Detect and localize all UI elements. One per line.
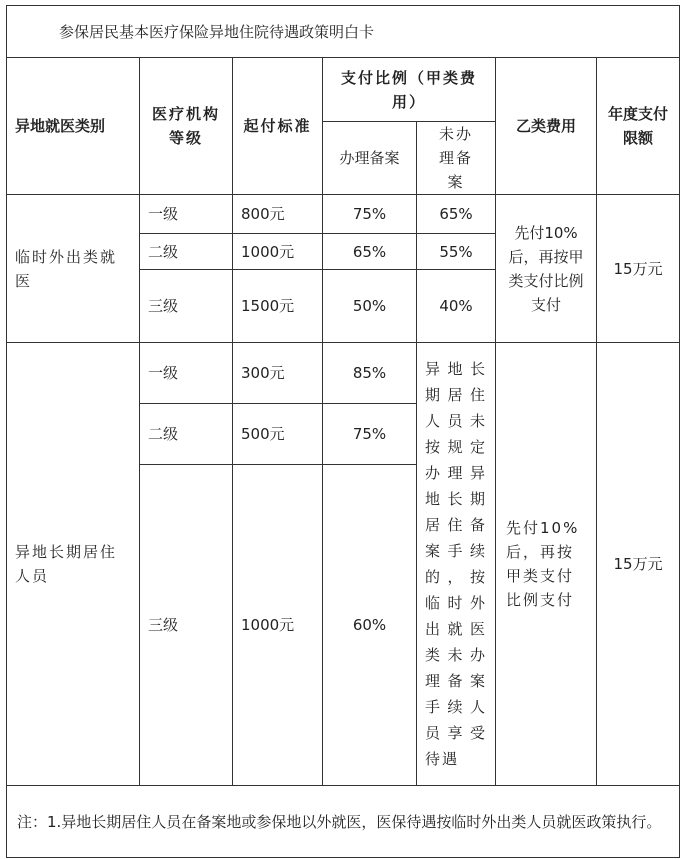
header-ratio-group: 支付比例（甲类费用） [323, 58, 496, 122]
class-b-cell: 先付10%后，再按甲类支付比例支付 [496, 195, 597, 343]
not-filed-ratio-cell: 55% [417, 234, 496, 270]
filed-ratio-cell: 75% [323, 195, 417, 234]
not-filed-ratio-cell: 65% [417, 195, 496, 234]
level-cell: 三级 [140, 465, 233, 786]
header-annual-limit: 年度支付限额 [597, 58, 680, 195]
filed-ratio-cell: 65% [323, 234, 417, 270]
header-filed: 办理备案 [323, 122, 417, 195]
class-b-cell: 先付10%后，再按甲类支付比例支付 [496, 343, 597, 786]
header-class-b: 乙类费用 [496, 58, 597, 195]
threshold-cell: 1500元 [233, 270, 323, 343]
annual-limit-cell: 15万元 [597, 343, 680, 786]
not-filed-ratio-cell: 40% [417, 270, 496, 343]
threshold-cell: 1000元 [233, 234, 323, 270]
category-cell: 临时外出类就医 [7, 195, 140, 343]
table-row [7, 343, 680, 404]
level-cell: 二级 [140, 234, 233, 270]
threshold-cell: 500元 [233, 404, 323, 465]
page-title: 参保居民基本医疗保险异地住院待遇政策明白卡 [7, 6, 680, 58]
category-cell: 异地长期居住人员 [7, 343, 140, 786]
filed-ratio-cell: 75% [323, 404, 417, 465]
header-not-filed: 未办理备案 [417, 122, 496, 195]
threshold-cell: 300元 [233, 343, 323, 404]
level-cell: 一级 [140, 343, 233, 404]
filed-ratio-cell: 60% [323, 465, 417, 786]
table-row [7, 195, 680, 234]
not-filed-note-cell: 异地长期居住人员未按规定办理异地长期居住备案手续的，按临时外出就医类未办理备案手续人员享受待遇 [417, 343, 496, 786]
level-cell: 二级 [140, 404, 233, 465]
level-cell: 一级 [140, 195, 233, 234]
filed-ratio-cell: 85% [323, 343, 417, 404]
header-level: 医疗机构等级 [140, 58, 233, 195]
level-cell: 三级 [140, 270, 233, 343]
header-category: 异地就医类别 [7, 58, 140, 195]
filed-ratio-cell: 50% [323, 270, 417, 343]
footnote: 注：1.异地长期居住人员在备案地或参保地以外就医，医保待遇按临时外出类人员就医政策执行。 [7, 786, 680, 858]
threshold-cell: 1000元 [233, 465, 323, 786]
header-threshold: 起付标准 [233, 58, 323, 195]
threshold-cell: 800元 [233, 195, 323, 234]
annual-limit-cell: 15万元 [597, 195, 680, 343]
policy-table [6, 5, 680, 858]
